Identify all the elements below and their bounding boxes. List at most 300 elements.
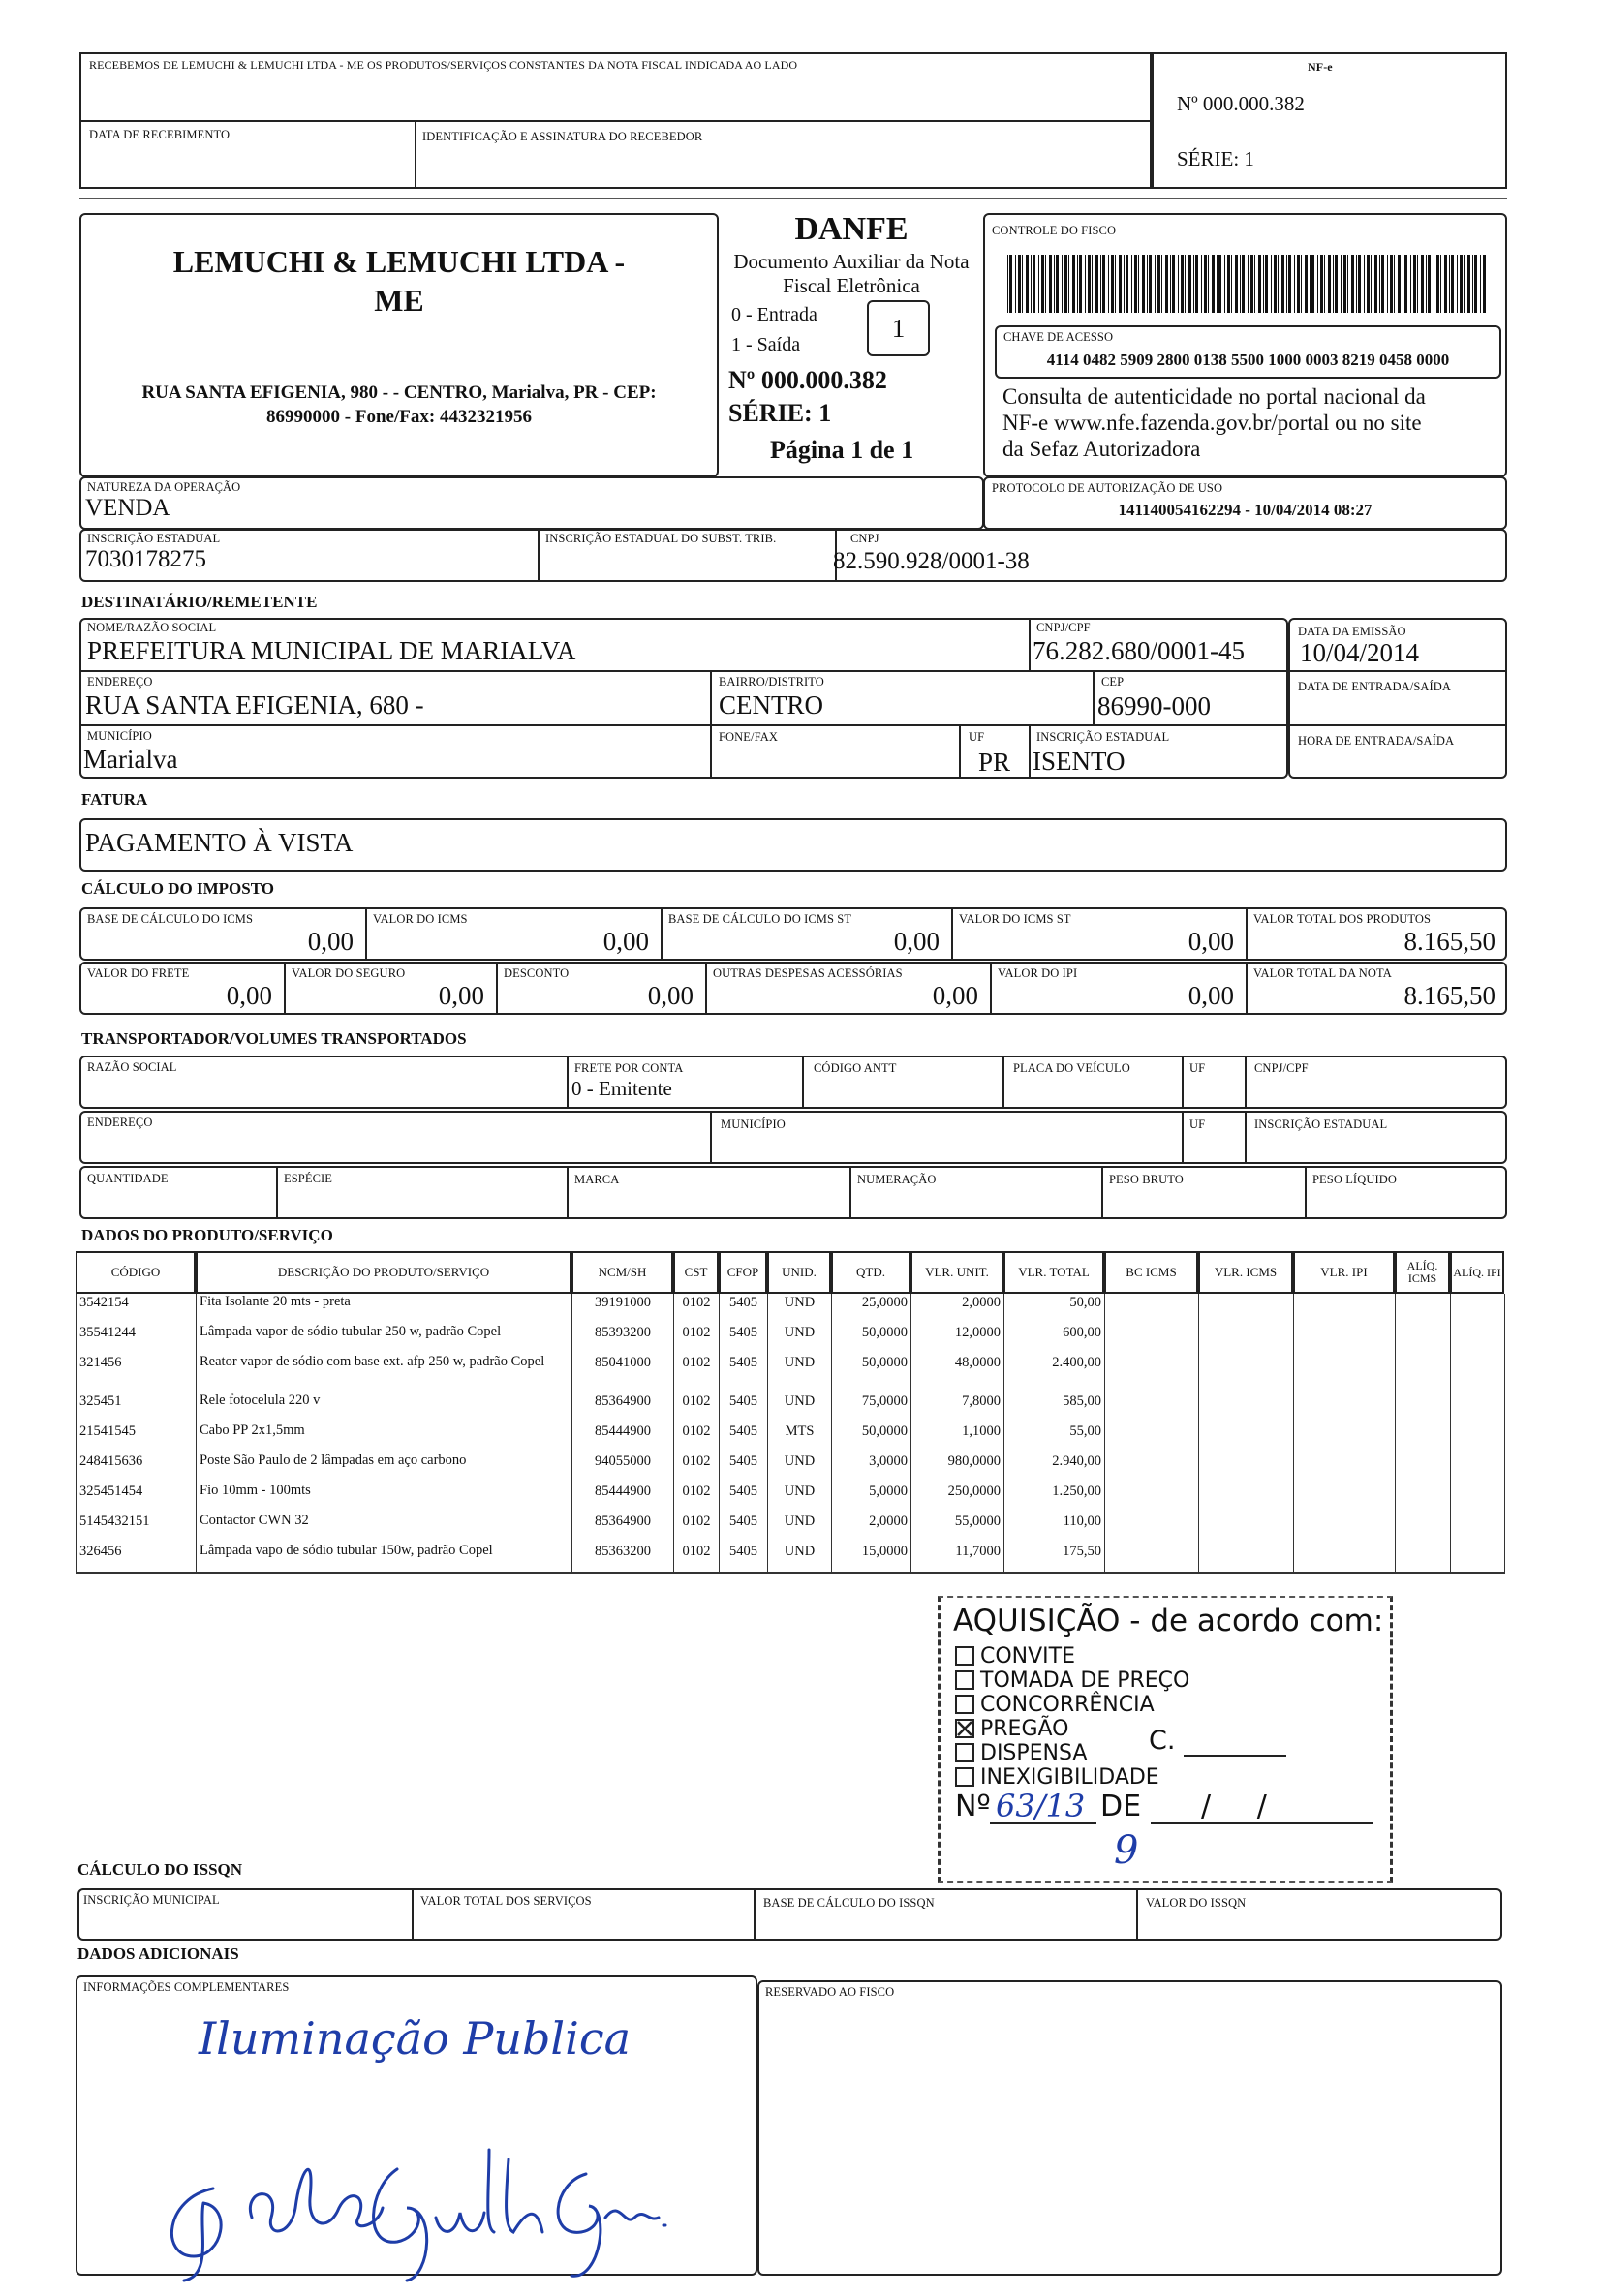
barcode-bar (1317, 255, 1318, 313)
barcode-bar (1054, 255, 1055, 313)
transp-especie-label: ESPÉCIE (284, 1172, 333, 1185)
barcode-bar (1015, 255, 1016, 313)
cell-ncm: 94055000 (572, 1453, 674, 1483)
cell-unit: 12,0000 (911, 1324, 1004, 1354)
barcode-bar (1092, 255, 1093, 313)
cell-total: 110,00 (1004, 1513, 1105, 1543)
barcode-bar (1033, 255, 1035, 313)
produtos-header-cell: CÓDIGO (76, 1251, 196, 1294)
cell-cfop: 5405 (720, 1513, 768, 1543)
produtos-header-cell: DESCRIÇÃO DO PRODUTO/SERVIÇO (196, 1251, 571, 1294)
barcode-bar (1240, 255, 1241, 313)
cell-cfop: 5405 (720, 1324, 768, 1354)
barcode-bar (1398, 255, 1401, 313)
dest-cep-label: CEP (1101, 675, 1125, 689)
barcode-bar (1068, 255, 1069, 313)
cell-unid: UND (768, 1513, 832, 1543)
imposto-section: CÁLCULO DO IMPOSTO (81, 879, 274, 898)
barcode-bar (1007, 255, 1008, 313)
cell-codigo: 325451 (77, 1393, 197, 1423)
cell-empty (1451, 1294, 1505, 1324)
barcode-bar (1149, 255, 1152, 313)
transp-peso-liquido-label: PESO LÍQUIDO (1312, 1173, 1397, 1186)
dest-cnpj-label: CNPJ/CPF (1036, 621, 1091, 634)
imposto-r2-label: VALOR DO IPI (998, 966, 1078, 980)
dest-endereco: RUA SANTA EFIGENIA, 680 - (85, 690, 424, 719)
transp-r3-d1 (276, 1166, 278, 1219)
barcode-bar (1263, 255, 1264, 313)
cell-codigo: 325451454 (77, 1483, 197, 1513)
barcode-bar (1449, 255, 1450, 313)
barcode-bar (1390, 255, 1393, 313)
danfe-sub2: Fiscal Eletrônica (783, 274, 920, 297)
barcode-bar (1138, 255, 1139, 313)
cell-unit: 11,7000 (911, 1543, 1004, 1573)
produtos-header-cell: UNID. (767, 1251, 831, 1294)
cell-empty (1105, 1393, 1199, 1423)
barcode-bar (1440, 255, 1441, 313)
adicionais-section: DADOS ADICIONAIS (77, 1944, 239, 1963)
cell-empty (1396, 1513, 1451, 1543)
barcode-bar (1278, 255, 1279, 313)
barcode-bar (1195, 255, 1198, 313)
transp-uf-label: UF (1189, 1061, 1206, 1075)
barcode-bar (1108, 255, 1109, 313)
barcode-bar (1310, 255, 1311, 313)
cell-cfop: 5405 (720, 1294, 768, 1324)
cell-empty (1451, 1453, 1505, 1483)
cell-cfop: 5405 (720, 1354, 768, 1393)
cell-codigo: 3542154 (77, 1294, 197, 1324)
barcode-bar (1474, 255, 1477, 313)
dest-entrada-label: DATA DE ENTRADA/SAÍDA (1298, 680, 1452, 693)
protocolo: 141140054162294 - 10/04/2014 08:27 (1118, 501, 1373, 519)
barcode-bar (1147, 255, 1148, 313)
barcode-bar (1088, 255, 1091, 313)
imposto-r1-label: BASE DE CÁLCULO DO ICMS (87, 912, 254, 926)
issqn-section: CÁLCULO DO ISSQN (77, 1860, 243, 1879)
transp-r1-d2 (802, 1056, 804, 1109)
cell-empty (1451, 1393, 1505, 1423)
barcode-bar (1161, 255, 1162, 313)
cell-descricao: Fio 10mm - 100mts (197, 1483, 572, 1513)
barcode-bar (1056, 255, 1059, 313)
cell-ncm: 85363200 (572, 1543, 674, 1573)
barcode-bar (1426, 255, 1427, 313)
stamp-title: AQUISIÇÃO - de acordo com: (953, 1604, 1384, 1638)
cell-unit: 7,8000 (911, 1393, 1004, 1423)
stamp-date-slashes: / / (1201, 1790, 1267, 1823)
emitente-endereco-l1: RUA SANTA EFIGENIA, 980 - - CENTRO, Marialva, PR - CEP: (141, 383, 657, 403)
barcode-bar (1049, 255, 1052, 313)
cell-ncm: 85444900 (572, 1483, 674, 1513)
canhoto-divider (79, 120, 1152, 122)
cell-cfop: 5405 (720, 1423, 768, 1453)
barcode-bar (1480, 255, 1481, 313)
cell-empty (1105, 1423, 1199, 1453)
handwriting-note: Iluminação Publica (199, 2012, 632, 2065)
barcode-bar (1358, 255, 1361, 313)
stamp-option-label: DISPENSA (980, 1741, 1088, 1765)
cell-total: 175,50 (1004, 1543, 1105, 1573)
issqn-d3 (1136, 1888, 1138, 1941)
cell-cfop: 5405 (720, 1453, 768, 1483)
dest-municipio-label: MUNICÍPIO (87, 729, 152, 743)
produtos-header-cell: VLR. UNIT. (910, 1251, 1003, 1294)
checkbox-icon (955, 1670, 974, 1690)
dest-hora-label: HORA DE ENTRADA/SAÍDA (1298, 734, 1455, 748)
consulta-l3: da Sefaz Autorizadora (1002, 437, 1201, 461)
cell-ncm: 85364900 (572, 1393, 674, 1423)
ie-label: INSCRIÇÃO ESTADUAL (87, 532, 221, 545)
cell-empty (1105, 1453, 1199, 1483)
table-row (77, 1423, 1505, 1453)
cell-unit: 1,1000 (911, 1423, 1004, 1453)
cell-empty (1294, 1513, 1396, 1543)
dest-emissao: 10/04/2014 (1300, 638, 1420, 667)
cell-empty (1294, 1423, 1396, 1453)
barcode-bar (1294, 255, 1295, 313)
cell-total: 2.940,00 (1004, 1453, 1105, 1483)
cell-qtd: 50,0000 (832, 1324, 911, 1354)
transp-placa-label: PLACA DO VEÍCULO (1013, 1061, 1130, 1075)
barcode-bar (1026, 255, 1029, 313)
dest-r-h2 (1288, 724, 1507, 726)
barcode-bar (1178, 255, 1179, 313)
barcode-bar (1364, 255, 1365, 313)
issqn-base-label: BASE DE CÁLCULO DO ISSQN (763, 1896, 935, 1910)
barcode-bar (1204, 255, 1207, 313)
destinatario-section: DESTINATÁRIO/REMETENTE (81, 593, 318, 611)
cell-descricao: Contactor CWN 32 (197, 1513, 572, 1543)
cell-cst: 0102 (674, 1294, 720, 1324)
table-row (77, 1483, 1505, 1513)
barcode-bar (1428, 255, 1431, 313)
cell-ncm: 85393200 (572, 1324, 674, 1354)
barcode-bar (1188, 255, 1191, 313)
cell-ncm: 85041000 (572, 1354, 674, 1393)
table-row (77, 1393, 1505, 1423)
transp-r1-d4 (1182, 1056, 1184, 1109)
barcode-bar (1235, 255, 1238, 313)
barcode-bar (1126, 255, 1128, 313)
cell-unit: 48,0000 (911, 1354, 1004, 1393)
ie: 7030178275 (85, 546, 206, 572)
dest-v-bairro (710, 670, 712, 779)
danfe-tipo-box (867, 300, 930, 356)
cell-unid: UND (768, 1393, 832, 1423)
barcode-bar (1464, 255, 1465, 313)
barcode-bar (1038, 255, 1039, 313)
dest-ie: ISENTO (1033, 747, 1126, 776)
cell-unid: UND (768, 1483, 832, 1513)
dest-v-uf (959, 724, 961, 779)
stamp-option (955, 1717, 1068, 1741)
cell-descricao: Cabo PP 2x1,5mm (197, 1423, 572, 1453)
barcode-bar (1018, 255, 1021, 313)
cell-total: 55,00 (1004, 1423, 1105, 1453)
checkbox-icon (955, 1743, 974, 1762)
imposto-r2-value: 0,00 (438, 981, 484, 1010)
dest-nome: PREFEITURA MUNICIPAL DE MARIALVA (87, 636, 576, 665)
ie-st-label: INSCRIÇÃO ESTADUAL DO SUBST. TRIB. (545, 532, 777, 545)
transp-r2-d1 (710, 1111, 712, 1164)
cell-codigo: 321456 (77, 1354, 197, 1393)
danfe-serie: SÉRIE: 1 (728, 399, 832, 427)
cell-empty (1396, 1453, 1451, 1483)
transportador-section: TRANSPORTADOR/VOLUMES TRANSPORTADOS (81, 1029, 467, 1048)
produtos-header-cell: VLR. IPI (1293, 1251, 1395, 1294)
produtos-header-cell: CST (673, 1251, 719, 1294)
transp-endereco-label: ENDEREÇO (87, 1116, 153, 1129)
barcode-bar (1281, 255, 1284, 313)
barcode-bar (1288, 255, 1291, 313)
imposto-r2-value: 0,00 (932, 981, 978, 1010)
cell-empty (1199, 1483, 1294, 1513)
barcode-bar (1102, 255, 1105, 313)
fatura-section: FATURA (81, 790, 148, 809)
dest-r-h1 (1288, 670, 1507, 672)
signature-image (145, 2111, 668, 2285)
barcode-bar (1193, 255, 1194, 313)
imposto-r2-value: 0,00 (647, 981, 694, 1010)
barcode-bar (1077, 255, 1078, 313)
transp-r3-d2 (567, 1166, 569, 1219)
barcode-bar (1367, 255, 1370, 313)
cell-cst: 0102 (674, 1423, 720, 1453)
table-row (77, 1324, 1505, 1354)
stamp-option-label: CONVITE (980, 1644, 1076, 1668)
barcode-bar (1172, 255, 1175, 313)
produtos-header-cell: ALÍQ. ICMS (1395, 1251, 1450, 1294)
transp-r3-d3 (849, 1166, 851, 1219)
emitente-nome-l2: ME (374, 283, 424, 318)
canhoto-nfe-label: NF-e (1308, 60, 1333, 74)
cell-total: 1.250,00 (1004, 1483, 1105, 1513)
cell-descricao: Fita Isolante 20 mts - preta (197, 1294, 572, 1324)
barcode-bar (1131, 255, 1132, 313)
transp-razao-label: RAZÃO SOCIAL (87, 1060, 177, 1074)
barcode-bar (1351, 255, 1354, 313)
barcode-bar (1254, 255, 1255, 313)
transp-frete-label: FRETE POR CONTA (574, 1061, 684, 1075)
stamp-date-line (1151, 1822, 1373, 1824)
cell-empty (1199, 1354, 1294, 1393)
cell-unid: MTS (768, 1423, 832, 1453)
barcode-bar (1343, 255, 1346, 313)
imposto-r1-value: 0,00 (307, 927, 354, 956)
barcode-bar (1258, 255, 1261, 313)
cell-empty (1105, 1354, 1199, 1393)
imposto-r2-label: VALOR TOTAL DA NOTA (1253, 966, 1392, 980)
barcode-bar (1394, 255, 1395, 313)
stamp-option (955, 1765, 1159, 1790)
canhoto-numero: Nº 000.000.382 (1177, 92, 1305, 115)
issqn-servicos-label: VALOR TOTAL DOS SERVIÇOS (420, 1894, 592, 1908)
cell-empty (1396, 1393, 1451, 1423)
cell-ncm: 85444900 (572, 1423, 674, 1453)
cell-empty (1105, 1294, 1199, 1324)
consulta-l1: Consulta de autenticidade no portal nacional da (1002, 384, 1426, 409)
barcode-bar (1451, 255, 1454, 313)
cell-empty (1199, 1423, 1294, 1453)
cell-qtd: 75,0000 (832, 1393, 911, 1423)
ie-div1 (538, 529, 540, 582)
cell-total: 600,00 (1004, 1324, 1105, 1354)
cell-empty (1451, 1324, 1505, 1354)
barcode-bar (1387, 255, 1388, 313)
issqn-d2 (754, 1888, 756, 1941)
cell-cfop: 5405 (720, 1393, 768, 1423)
stamp-option (955, 1644, 1075, 1668)
transp-municipio-label: MUNICÍPIO (721, 1117, 786, 1131)
info-complementares-label: INFORMAÇÕES COMPLEMENTARES (83, 1980, 290, 1994)
cell-unid: UND (768, 1294, 832, 1324)
cell-cfop: 5405 (720, 1483, 768, 1513)
barcode-bar (1119, 255, 1122, 313)
stamp-option (955, 1693, 1155, 1717)
cell-empty (1294, 1453, 1396, 1483)
barcode-bar (1124, 255, 1125, 313)
dest-emissao-label: DATA DA EMISSÃO (1298, 625, 1406, 638)
barcode-bar (1212, 255, 1215, 313)
cell-empty (1294, 1294, 1396, 1324)
barcode-bar (1231, 255, 1232, 313)
cell-empty (1396, 1294, 1451, 1324)
cell-codigo: 5145432151 (77, 1513, 197, 1543)
barcode-bar (1421, 255, 1424, 313)
cell-empty (1451, 1543, 1505, 1573)
cell-qtd: 5,0000 (832, 1483, 911, 1513)
cell-empty (1105, 1513, 1199, 1543)
produtos-header-cell: NCM/SH (571, 1251, 673, 1294)
cell-empty (1199, 1324, 1294, 1354)
dest-ie-label: INSCRIÇÃO ESTADUAL (1036, 730, 1170, 744)
barcode-bar (1403, 255, 1404, 313)
identificacao-recebedor-label: IDENTIFICAÇÃO E ASSINATURA DO RECEBEDOR (422, 130, 703, 143)
barcode-bar (1457, 255, 1458, 313)
cnpj-label: CNPJ (850, 532, 879, 545)
issqn-im-label: INSCRIÇÃO MUNICIPAL (83, 1893, 220, 1907)
produtos-table (76, 1294, 1505, 1574)
cell-empty (1451, 1483, 1505, 1513)
cell-empty (1451, 1354, 1505, 1393)
barcode-bar (1347, 255, 1348, 313)
barcode-bar (1335, 255, 1338, 313)
cell-empty (1294, 1543, 1396, 1573)
imposto-r1-label: VALOR TOTAL DOS PRODUTOS (1253, 912, 1432, 926)
cell-ncm: 85364900 (572, 1513, 674, 1543)
barcode-bar (1079, 255, 1082, 313)
cell-qtd: 50,0000 (832, 1354, 911, 1393)
barcode-bar (1031, 255, 1032, 313)
reservado-fisco-label: RESERVADO AO FISCO (765, 1985, 895, 1999)
imposto-r2-label: VALOR DO SEGURO (292, 966, 406, 980)
cell-descricao: Rele fotocelula 220 v (197, 1393, 572, 1423)
dest-bairro: CENTRO (719, 690, 823, 719)
barcode-bar (1444, 255, 1447, 313)
danfe-saida: 1 - Saída (731, 334, 801, 355)
barcode-bar (1248, 255, 1249, 313)
barcode-bar (1085, 255, 1086, 313)
protocolo-label: PROTOCOLO DE AUTORIZAÇÃO DE USO (992, 481, 1223, 495)
stamp-c-label: C. (1149, 1726, 1176, 1756)
cell-codigo: 35541244 (77, 1324, 197, 1354)
emitente-nome-l1: LEMUCHI & LEMUCHI LTDA - (172, 244, 626, 279)
chave-acesso-label: CHAVE DE ACESSO (1003, 330, 1114, 344)
cell-descricao: Reator vapor de sódio com base ext. afp 250 w, padrão Copel (197, 1354, 572, 1393)
cell-cfop: 5405 (720, 1543, 768, 1573)
transp-marca-label: MARCA (574, 1173, 620, 1186)
barcode-bar (1379, 255, 1380, 313)
stamp-c-line (1184, 1755, 1286, 1757)
barcode-bar (1301, 255, 1302, 313)
transp-r2-d3 (1245, 1111, 1247, 1164)
imposto-r1-value: 0,00 (893, 927, 940, 956)
produtos-header-cell: BC ICMS (1104, 1251, 1198, 1294)
cell-empty (1199, 1294, 1294, 1324)
transp-quantidade-label: QUANTIDADE (87, 1172, 169, 1185)
barcode-bar (1062, 255, 1063, 313)
stamp-numero-line (990, 1822, 1096, 1824)
barcode-bar (1410, 255, 1411, 313)
dest-municipio: Marialva (83, 745, 178, 774)
danfe-sub1: Documento Auxiliar da Nota (733, 250, 970, 273)
dest-cnpj: 76.282.680/0001-45 (1033, 636, 1245, 665)
barcode-bar (1217, 255, 1218, 313)
stamp-option-label: CONCORRÊNCIA (980, 1693, 1155, 1717)
dest-v-cep (1093, 670, 1095, 724)
dest-endereco-label: ENDEREÇO (87, 675, 153, 689)
cell-empty (1199, 1393, 1294, 1423)
cell-codigo: 21541545 (77, 1423, 197, 1453)
consulta-l2: NF-e www.nfe.fazenda.gov.br/portal ou no site (1002, 411, 1422, 435)
imposto-r1-label: VALOR DO ICMS (373, 912, 468, 926)
cell-unid: UND (768, 1453, 832, 1483)
cell-unid: UND (768, 1354, 832, 1393)
barcode-bar (1417, 255, 1418, 313)
barcode-bar (1100, 255, 1101, 313)
cell-qtd: 3,0000 (832, 1453, 911, 1483)
dest-v-cnpj (1029, 618, 1031, 670)
canhoto-recebemos: RECEBEMOS DE LEMUCHI & LEMUCHI LTDA - ME OS PRODUTOS/SERVIÇOS CONSTANTES DA NOTA FISCAL INDICADA AO LADO (89, 58, 798, 72)
barcode-bar (1404, 255, 1407, 313)
barcode-bar (1381, 255, 1384, 313)
barcode-bar (1333, 255, 1334, 313)
cell-cst: 0102 (674, 1393, 720, 1423)
barcode-bar (1436, 255, 1439, 313)
transp-r2-d2 (1182, 1111, 1184, 1164)
data-recebimento-label: DATA DE RECEBIMENTO (89, 128, 231, 141)
barcode-bar (1271, 255, 1272, 313)
dest-fone-label: FONE/FAX (719, 730, 778, 744)
cell-unit: 2,0000 (911, 1294, 1004, 1324)
barcode-bar (1242, 255, 1245, 313)
imposto-r1-value: 0,00 (1188, 927, 1234, 956)
cell-qtd: 25,0000 (832, 1294, 911, 1324)
barcode-bar (1274, 255, 1277, 313)
imposto-r2-label: OUTRAS DESPESAS ACESSÓRIAS (713, 966, 903, 980)
cell-empty (1199, 1453, 1294, 1483)
imposto-r1-label: VALOR DO ICMS ST (959, 912, 1071, 926)
transp-numeracao-label: NUMERAÇÃO (857, 1173, 937, 1186)
imposto-r2-value: 0,00 (226, 981, 272, 1010)
barcode-bar (1472, 255, 1473, 313)
transp-r3-d5 (1305, 1166, 1307, 1219)
chave-acesso: 4114 0482 5909 2800 0138 5500 1000 0003 8219 0458 0000 (1046, 351, 1450, 369)
cell-unit: 980,0000 (911, 1453, 1004, 1483)
produtos-section: DADOS DO PRODUTO/SERVIÇO (81, 1226, 333, 1244)
